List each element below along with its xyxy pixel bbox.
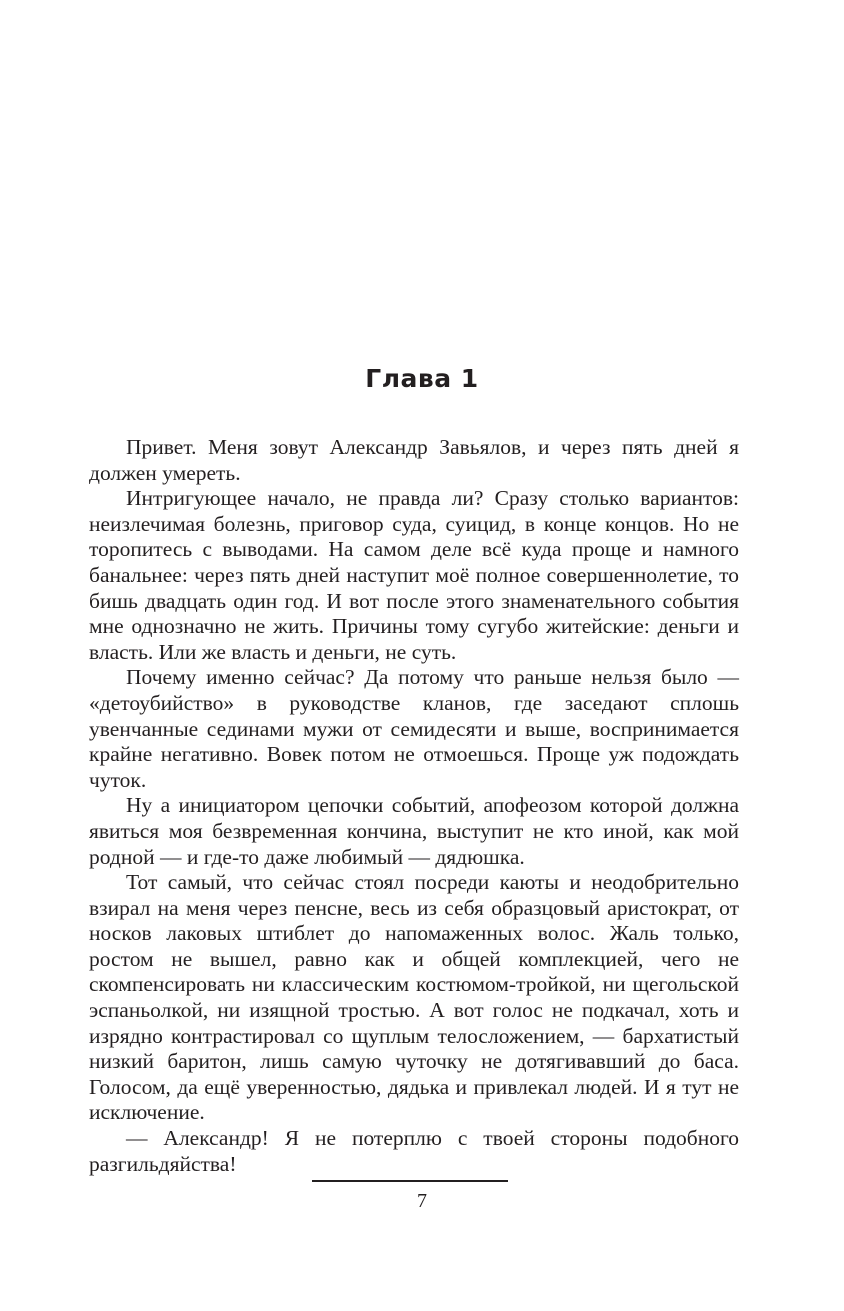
page-number: 7 bbox=[417, 1190, 427, 1212]
footer-rule bbox=[312, 1180, 508, 1182]
chapter-title: Глава 1 bbox=[365, 364, 479, 393]
paragraph: Почему именно сейчас? Да потому что раньше нельзя было — «детоубийство» в руководстве кланов, где заседают сплошь увенчанные сединами мужи от семидесяти и выше, воспринимается крайне негативно. Вовек потом не отмоешься. Проще уж подождать чуток. bbox=[89, 665, 739, 792]
paragraph: Интригующее начало, не правда ли? Сразу столько вариантов: неизлечимая болезнь, приговор суда, суицид, в конце концов. Но не торопитесь с выводами. На самом деле всё куда проще и намного банальнее: через пять дней наступит моё полное совершеннолетие, то бишь двадцать один год. И вот после этого знаменательного события мне однозначно не жить. Причины тому сугубо житейские: деньги и власть. Или же власть и деньги, не суть. bbox=[89, 486, 739, 664]
chapter-body bbox=[89, 435, 739, 1177]
paragraph: Ну а инициатором цепочки событий, апофеозом которой должна явиться моя безвременная кончина, выступит не кто иной, как мой родной — и где-то даже любимый — дядюшка. bbox=[89, 793, 739, 869]
paragraph: Привет. Меня зовут Александр Завьялов, и через пять дней я должен умереть. bbox=[89, 435, 739, 485]
paragraph: — Александр! Я не потерплю с твоей стороны подобного разгильдяйства! bbox=[89, 1126, 739, 1176]
paragraph: Тот самый, что сейчас стоял посреди каюты и неодобрительно взирал на меня через пенсне, весь из себя образцовый аристократ, от носков лаковых штиблет до напомаженных волос. Жаль только, ростом не вышел, равно как и общей комплекцией, чего не скомпенсировать ни классическим костюмом-тройкой, ни щегольской эспаньолкой, ни изящной тростью. А вот голос не подкачал, хоть и изрядно контрастировал со щуплым телосложением, — бархатистый низкий баритон, лишь самую чуточку не дотягивавший до баса. Голосом, да ещё уверенностью, дядька и привлекал людей. И я тут не исключение. bbox=[89, 870, 739, 1125]
